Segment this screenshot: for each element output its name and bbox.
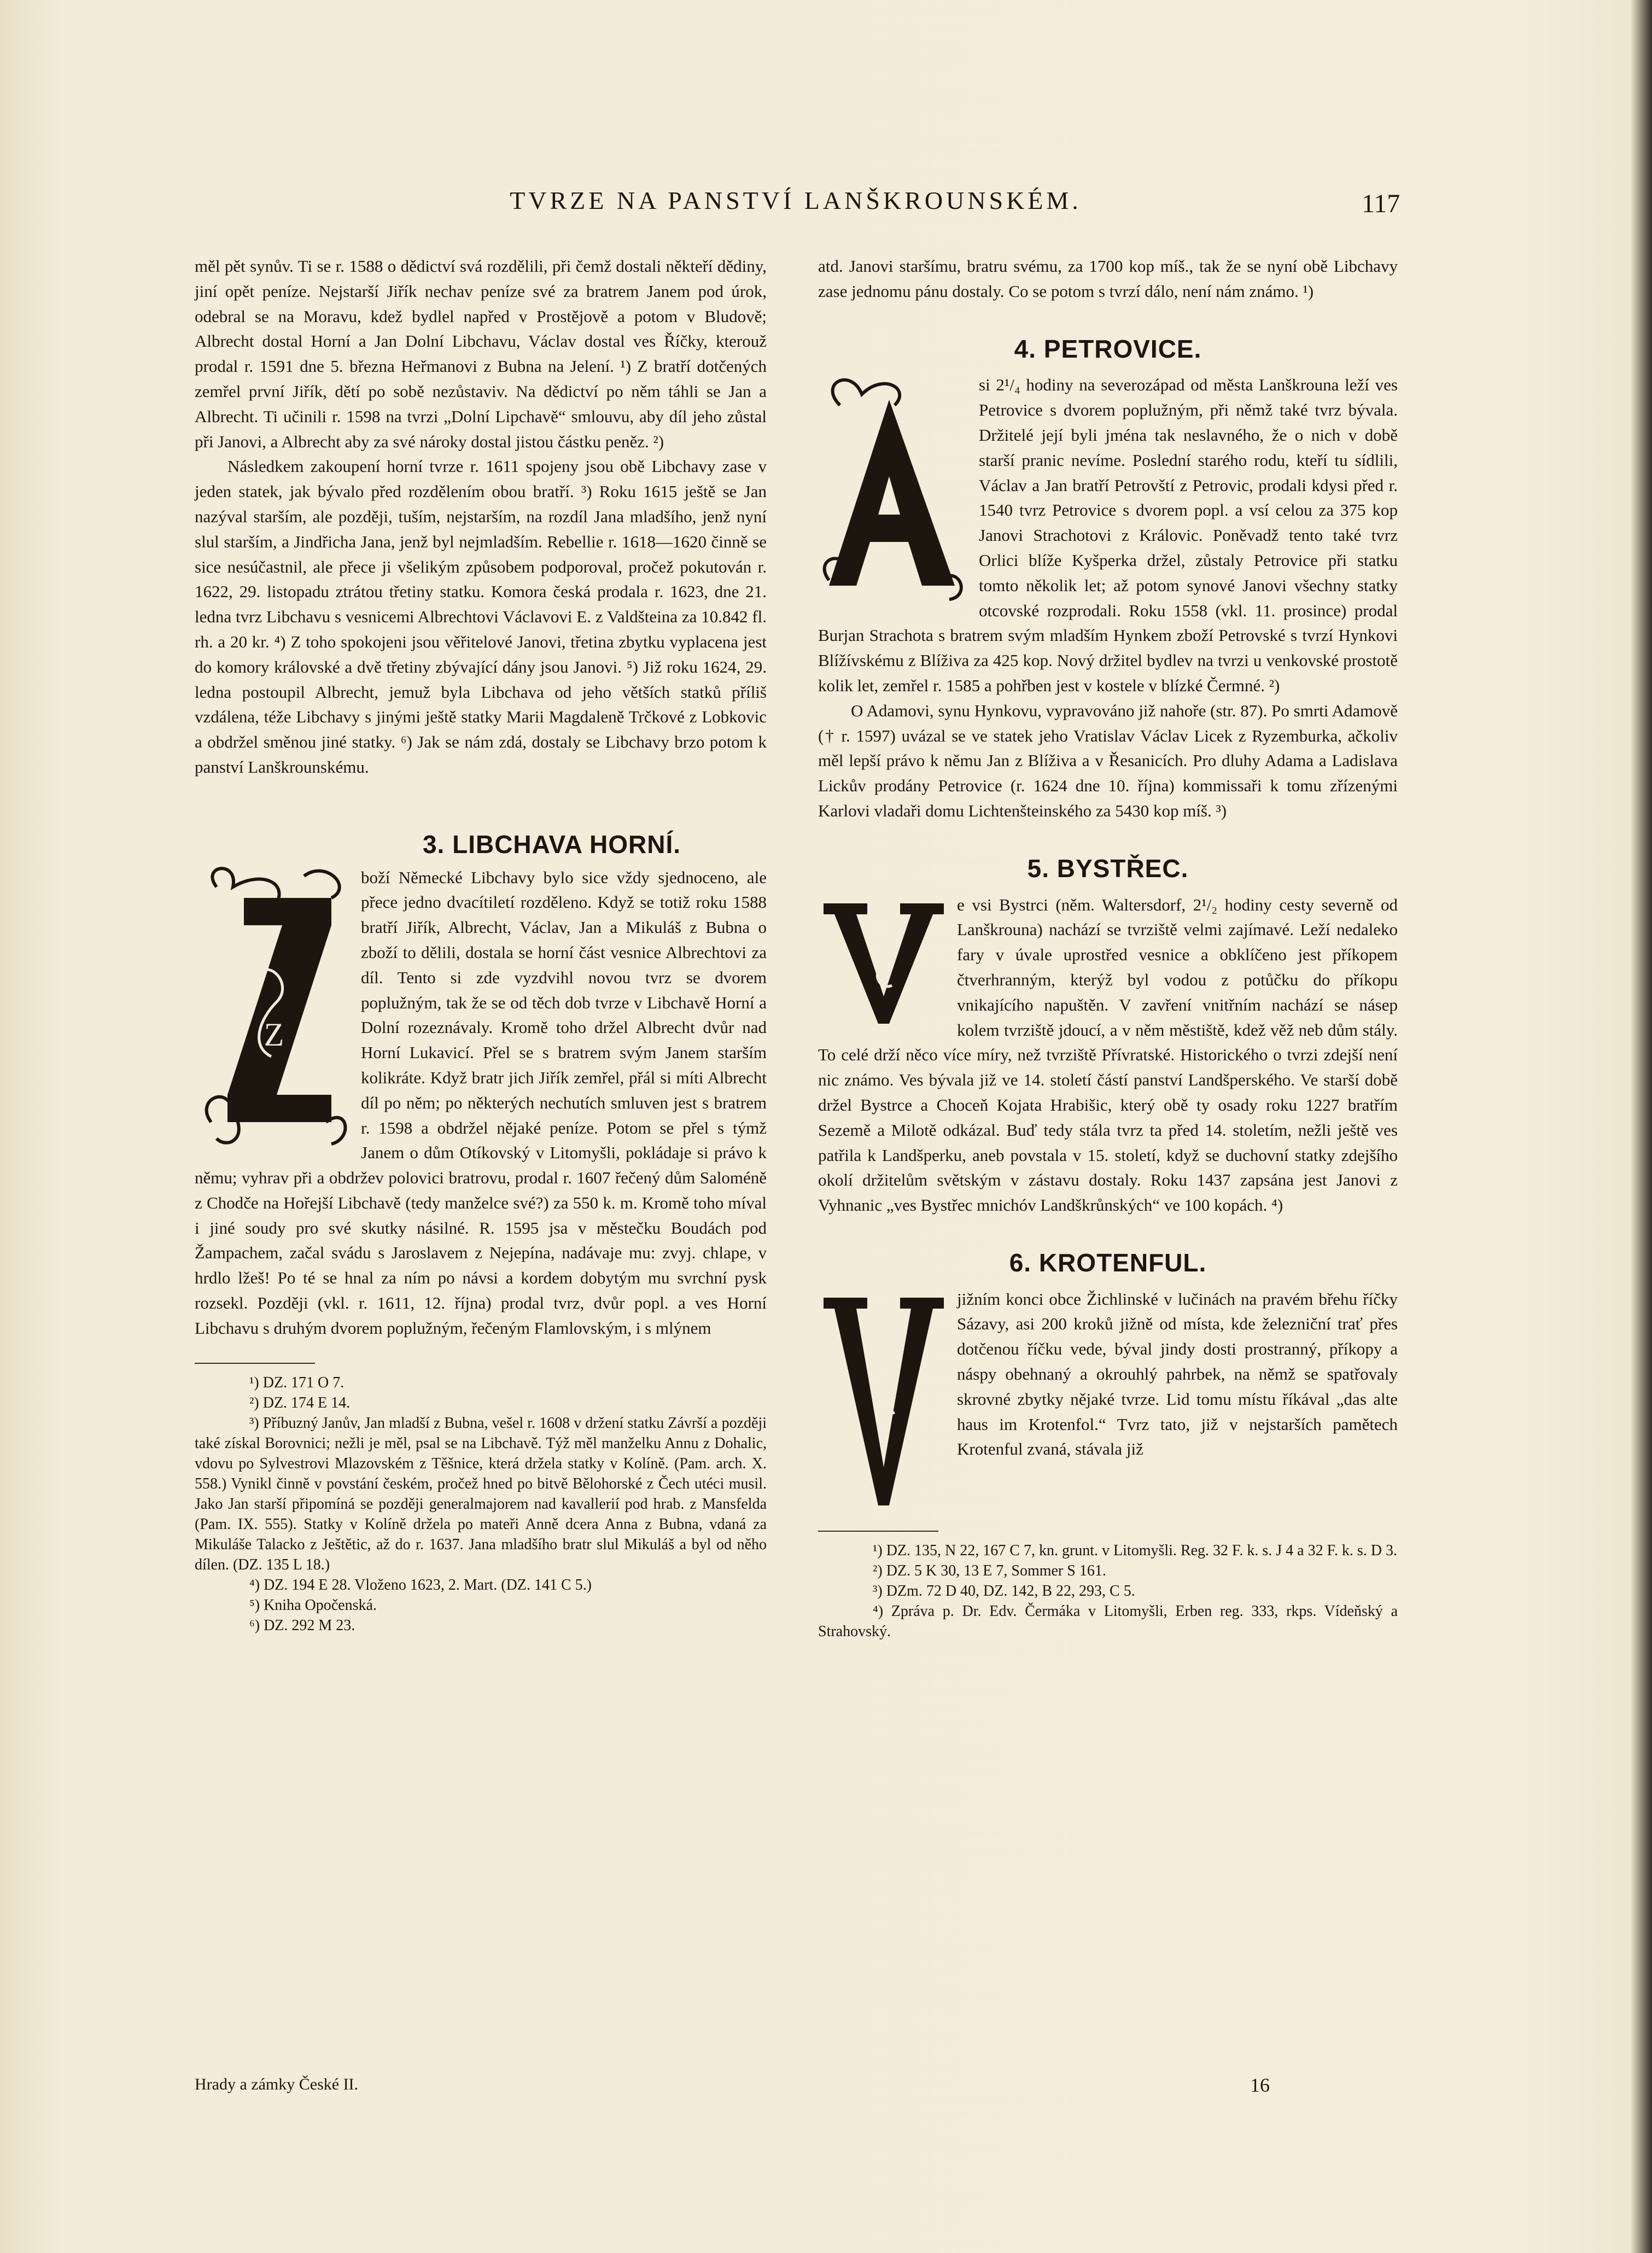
paragraph: O Adamovi, synu Hynkovu, vypravováno již nahoře (str. 87). Po smrti Adamově († r. 1597) uvázal se ve statek jeho Vratislav Václav Licek z Ryzemburka, ačkoliv měl lepší právo k němu Jan z Blíživa a v Řesanicích. Pro dluhy Adama a Ladislava Lickův prodány Petrovice (r. 1624 dne 10. října) kommissaři k tomu zřízenými Karlovi vladaři domu Lichtenšteinského za 5430 kop míš. ³) xyxy=(818,701,1398,820)
footnotes xyxy=(818,1540,1398,1642)
paragraph: jižním konci obce Žichlinské v lučinách na pravém břehu říčky Sázavy, asi 200 kroků jižně od místa, kde železniční trať přes dotčenou říčku vede, býval jindy dosti prostranný, příkopy a náspy obehnaný a okrouhlý pahrbek, na němž se spatřovaly skrovné zbytky nějaké tvrze. Lid tomu místu říkával „das alte haus im Krotenfol.“ Tvrz tato, již v nejstarších pamětech Krotenful zvaná, stávala již xyxy=(957,1289,1398,1459)
decorated-initial-a xyxy=(818,372,971,602)
footnote: ²) DZ. 5 K 30, 13 E 7, Sommer S 161. xyxy=(873,1562,1106,1579)
footnote: ³) Příbuzný Janův, Jan mladší z Bubna, vešel r. 1608 v držení statku Závrší a později také získal Borovnici; nežli je měl, psal se na Libchavě. Týž měl manželku Annu z Dohalic, vdovu po Sylvestrovi Mlazovském z Těšnice, která držela statky v Kolíně. (Pam. arch. X. 558.) Vynikl činně v povstání českém, pročež hned po bitvě Bělohorské z Čech utéci musil. Jako Jan starší připomíná se později generalmajorem nad kavallerií pod hrab. z Mansfelda (Pam. IX. 555). Statky v Kolíně držela po mateři Anně dcera Anna z Bubna, vdaná za Mikuláše Talacko z Ještětic, až do r. 1637. Jana mladšího bratr slul Mikuláš a byl od něho dílen. (DZ. 135 L 18.) xyxy=(195,1414,767,1573)
paragraph: boží Německé Libchavy bylo sice vždy sjednoceno, ale přece jedno dvacítiletí rozděleno. Když se totiž roku 1588 bratří Jiřík, Albrecht, Václav, Jan a Mikuláš z Bubna o zboží to dělili, dostala se horní část vesnice Albrechtovi za díl. Tento si zde vyzdvihl novou tvrz se dvorem poplužným, tak že se od těch dob tvrze v Libchavě Horní a Dolní rozeznávaly. Kromě toho držel Albrecht dvůr nad Horní Lukavicí. Přel se s bratrem svým Janem starším kolikráte. Když bratr jich Jiřík zemřel, přál si míti Albrecht díl po něm; po některých nechutích smluven jest s bratrem r. 1598 a obdržel nějaké peníze. Potom se přel s týmž Janem o dům Otíkovský v Litomyšli, pokládaje si právo k němu; vyhrav při a obdržev polovici bratrovu, prodal r. 1607 řečený dům Saloméně z Chodče na Hořejší Libchavě (tedy manželce své?) za 550 k. m. Kromě toho míval i jiné soudy pro své skutky násilné. R. 1595 jsa v městečku Boudách pod Žampachem, začal svádu s Jaroslavem z Nejepína, nadávaje mu: zvyj. chlape, v hrdlo lžeš! Po té se hnal za ním po návsi a kordem dobytým mu svrchní pysk rozsekl. Později (vkl. r. 1611, 12. října) prodal tvrz, dvůr popl. a ves Horní Libchavu s druhým dvorem poplužným, řečeným Flamlovským, i s mlýnem xyxy=(195,867,767,1338)
footnote: ⁵) Kniha Opočenská. xyxy=(249,1596,377,1614)
spacer xyxy=(818,1218,1398,1251)
footnote-rule xyxy=(818,1531,938,1532)
page-number: 117 xyxy=(1362,189,1400,218)
section-heading-libchava-horni: 3. LIBCHAVA HORNÍ. xyxy=(422,830,681,859)
sheet-signature: 16 xyxy=(1250,2074,1270,2096)
initial-letter: V xyxy=(875,1349,892,1374)
spacer xyxy=(818,304,1398,337)
initial-letter: Z xyxy=(264,1016,284,1053)
footnotes xyxy=(195,1373,767,1636)
footnote: ⁶) DZ. 292 M 23. xyxy=(249,1616,355,1634)
page-edge-shadow xyxy=(1630,0,1652,2253)
decorated-initial-z xyxy=(195,865,353,1149)
paragraph: e vsi Bystrci (něm. Waltersdorf, 2¹/₂ hodiny cesty severně od Lanškrouna) nachází se tvrziště velmi zajímavé. Leží nedaleko fary v úvale uprostřed vesnice a obklíčeno jest příkopem čtverhranným, kterýž byl vodou z potůčku do příkopu vnikajícího napuštěn. V zavření vnitřním nachází se násep kolem tvrziště jdoucí, a v něm městiště, kdež věž neb dům stály. To celé drží něco více míry, než tvrziště Přívratské. Historického o tvrzi zdejší není nic známo. Ves bývala již ve 14. století částí panství Landšperského. Ve starší době držel Bystrce a Choceň Kojata Hrabišic, který obě ty osady roku 1227 bratřím Sezemě a Milotě odkázal. Buď tedy stála tvrz ta před 14. stoletím, nežli ještě ves patřila k Landšperku, aneb povstala v 15. století, když se duchovní statky zdejšího okolí držitelům světským v zástavu dostaly. Roku 1437 zapsána jest Janovi z Vyhnanic „ves Bystřec mnichóv Landškrůnských“ ve 100 kopách. ⁴) xyxy=(818,895,1398,1215)
paragraph: atd. Janovi staršímu, bratru svému, za 1700 kop míš., tak že se nyní obě Libchavy zase jednomu pánu dostaly. Co se potom s tvrzí dálo, není nám známo. ¹) xyxy=(818,256,1398,301)
footnote: ⁴) DZ. 194 E 28. Vloženo 1623, 2. Mart. (DZ. 141 C 5.) xyxy=(249,1576,592,1594)
decorated-initial-v xyxy=(818,892,949,1029)
spacer xyxy=(818,824,1398,856)
footnote: ¹) DZ. 135, N 22, 167 C 7, kn. grunt. v Litomyšli. Reg. 32 F. k. s. J 4 a 32 F. k. s. D 3. xyxy=(873,1542,1398,1559)
footnote: ²) DZ. 174 E 14. xyxy=(249,1394,351,1411)
section-heading-krotenful: 6. KROTENFUL. xyxy=(1009,1248,1207,1277)
footnote-rule xyxy=(195,1363,315,1364)
initial-letter: A xyxy=(877,546,901,582)
volume-signature: Hrady a zámky České II. xyxy=(195,2075,359,2093)
left-column xyxy=(195,254,767,1636)
section-heading-bystrec: 5. BYSTŘEC. xyxy=(1027,854,1189,883)
footnote: ¹) DZ. 171 O 7. xyxy=(249,1374,345,1391)
paragraph: si 2¹/₄ hodiny na severozápad od města Lanškrouna leží ves Petrovice s dvorem poplužným, při němž také tvrz bývala. Držitelé její byli jména tak neslavného, že o nich v době starší pranic nevíme. Poslední starého rodu, kteří tu sídlili, Václav a Jan bratří Petrovští z Petrovic, prodali kdysi před r. 1540 tvrz Petrovice s dvorem popl. a vsí celou za 375 kop Janovi Strachotovi z Královic. Poněvadž tento také tvrz Orlici blíže Kyšperka držel, zůstaly Petrovice při statku tomto několik let; až potom synové Janovi všechny statky otcovské rozprodali. Roku 1558 (vkl. 11. prosince) prodal Burjan Strachota s bratrem svým mladším Hynkem zboží Petrovské s tvrzí Hynkovi Blížívskému z Blíživa za 425 kop. Nový držitel bydlev na tvrzi u venkovské prostotě kolik let, zemřel r. 1585 a pohřben jest v kostele v blízké Čermné. ²) xyxy=(818,375,1398,695)
spacer xyxy=(195,780,767,832)
decorated-initial-v xyxy=(818,1287,949,1516)
paragraph: Následkem zakoupení horní tvrze r. 1611 spojeny jsou obě Libchavy zase v jeden statek, jak bývalo před rozdělením obou bratří. ³) Roku 1615 ještě se Jan nazýval starším, ale později, tuším, nejstarším, na rozdíl Jana mladšího, jenž nyní slul starším, a Jindřicha Jana, jenž byl nejmladším. Rebellie r. 1618—1620 činně se sice nesúčastnil, ale přece ji všelikým způsobem podporoval, pročež pokutován r. 1622, 29. listopadu ztrátou třetiny statku. Komora česká prodala r. 1623, dne 21. ledna tvrz Libchavu s vesnicemi Albrechtovi Václavovi E. z Valdšteina za 10.842 fl. rh. a 20 kr. ⁴) Z toho spokojeni jsou věřitelové Janovi, třetina zbytku vyplacena jest do komory královské a dvě třetiny zbývající dány jsou Janovi. ⁵) Již roku 1624, 29. ledna postoupil Albrecht, jemuž byla Libchava od jeho větších statků příliš vzdálena, téže Libchavy s jinými ještě statky Marii Magdaleně Trčkové z Lobkovic a obdržel směnou jiné statky. ⁶) Jak se nám zdá, dostaly se Libchavy brzo potom k panství Lanškrounskému. xyxy=(195,457,767,777)
section-heading-petrovice: 4. PETROVICE. xyxy=(1014,334,1202,363)
footnote: ³) DZm. 72 D 40, DZ. 142, B 22, 293, C 5. xyxy=(873,1582,1135,1600)
footnote: ⁴) Zpráva p. Dr. Edv. Čermáka v Litomyšli, Erben reg. 333, rkps. Vídeňský a Strahovský. xyxy=(818,1602,1398,1640)
running-header: TVRZE NA PANSTVÍ LANŠKROUNSKÉM. xyxy=(510,186,1082,214)
initial-letter: V xyxy=(875,938,892,963)
right-column xyxy=(818,254,1398,1642)
paragraph: měl pět synův. Ti se r. 1588 o dědictví svá rozdělili, při čemž dostali někteří dědiny, jiní opět peníze. Nejstarší Jiřík nechav peníze své za bratrem Janem pod úrok, odebral se na Moravu, kdež bydlel napřed v Prostějově a potom v Bludově; Albrecht dostal Horní a Jan Dolní Libchavu, Václav dostal ves Říčky, kterouž prodal r. 1591 dne 5. března Heřmanovi z Bubna na Jelení. ¹) Z bratří dotčených zemřel první Jiřík, dětí po sobě nezůstaviv. Na dědictví po něm táhli se Jan a Albrecht. Ti učinili r. 1598 na tvrzi „Dolní Lipchavě“ smlouvu, aby díl jeho zůstal při Janovi, a Albrecht aby za své nároky dostal jistou částku peněz. ²) xyxy=(195,256,767,451)
